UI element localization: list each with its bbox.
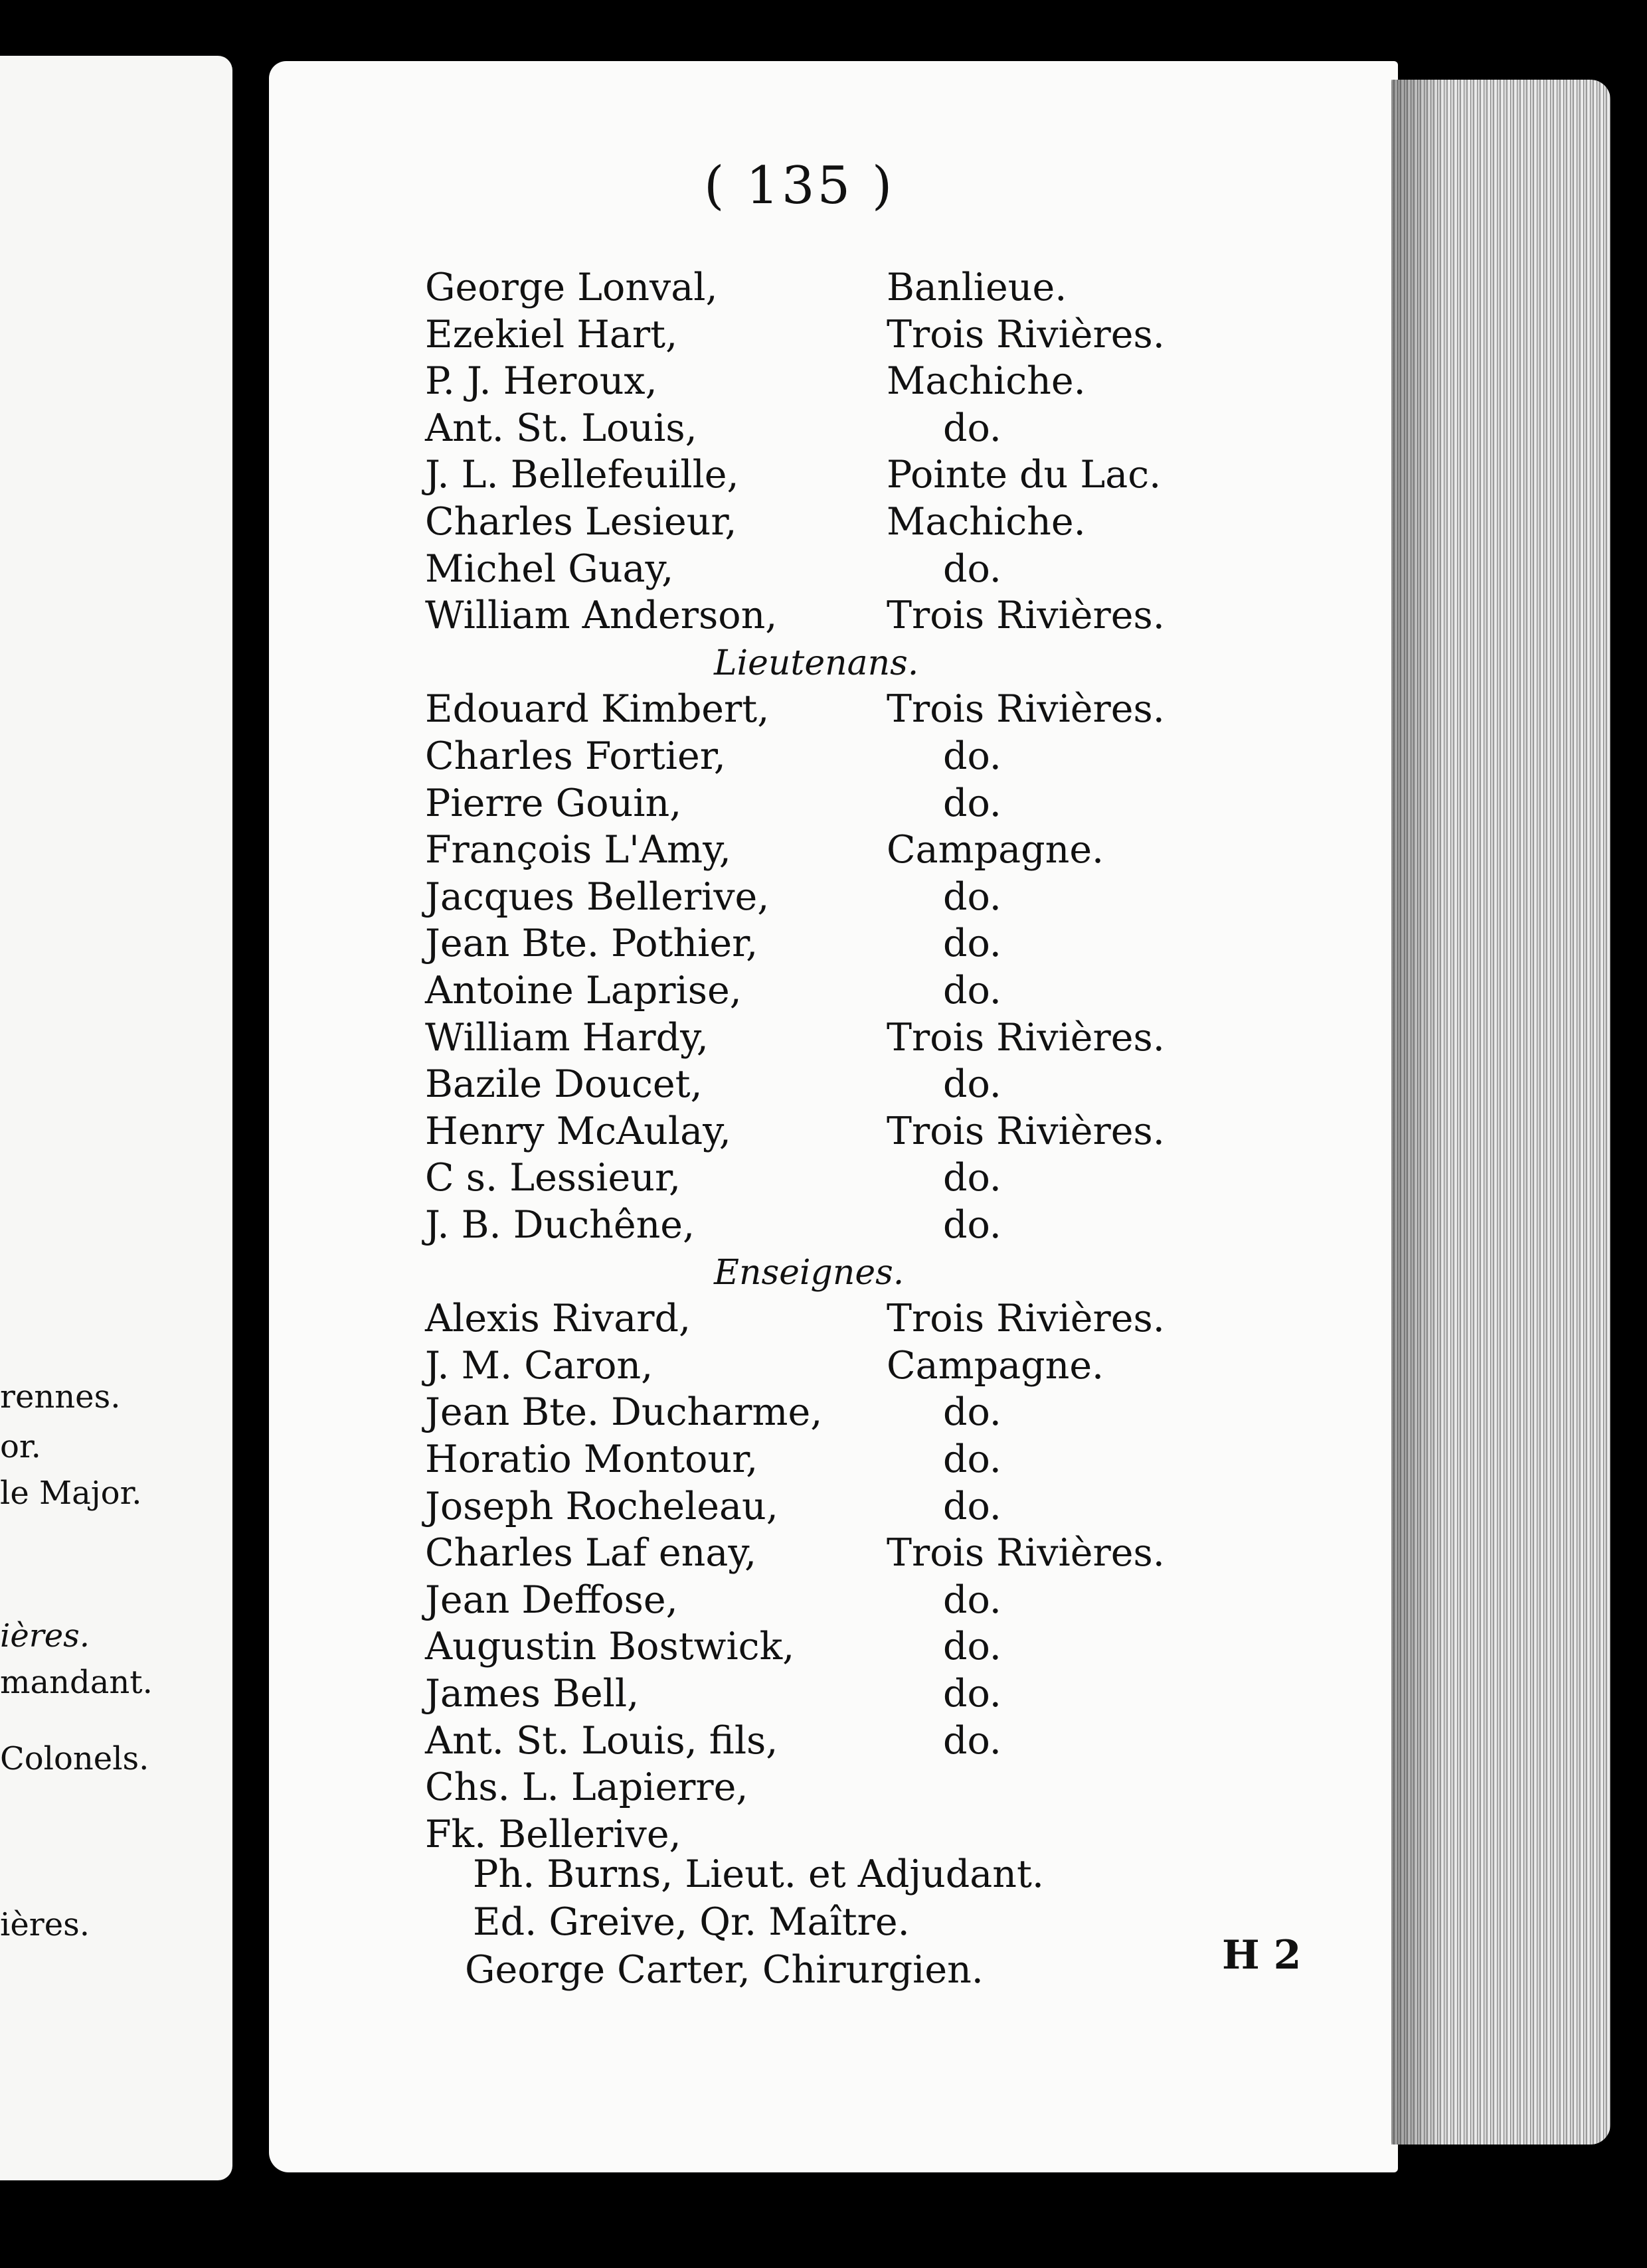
officer-location: do. [943, 1484, 1001, 1528]
officer-location: Machiche. [887, 359, 1086, 404]
officer-name: George Lonval, [425, 266, 718, 309]
roster-row [425, 359, 1222, 406]
left-fragment: ières. [0, 1906, 90, 1943]
page-edge-shadow [1391, 80, 1444, 2145]
officer-name: J. B. Duchêne, [425, 1203, 695, 1247]
officer-name: Chs. L. Lapierre, [425, 1765, 748, 1810]
roster-row [425, 1344, 1222, 1390]
left-fragment: ières. [0, 1617, 90, 1655]
section-heading: Lieutenans. [714, 643, 919, 683]
roster-row [425, 1109, 1222, 1156]
roster-row [425, 266, 1222, 312]
officer-location: Trois Rivières. [887, 687, 1165, 732]
roster-row [425, 500, 1222, 546]
roster-row [425, 969, 1222, 1015]
officer-location: do. [943, 1578, 1001, 1622]
officer-name: J. L. Bellefeuille, [425, 453, 739, 497]
officer-name: Joseph Rocheleau, [425, 1484, 778, 1528]
officer-location: Machiche. [887, 500, 1086, 544]
roster-row [425, 1485, 1222, 1531]
officer-location: do. [943, 1390, 1001, 1435]
officer-name: Jean Bte. Pothier, [425, 922, 758, 966]
officer-location: do. [943, 1156, 1001, 1200]
roster-row [425, 1719, 1222, 1765]
officer-location: do. [943, 1437, 1001, 1481]
roster-row [425, 1765, 1222, 1812]
officer-name: Charles Laf enay, [425, 1531, 757, 1576]
roster-row [425, 922, 1222, 968]
officer-name: C s. Lessieur, [425, 1156, 681, 1200]
officer-name: William Hardy, [425, 1015, 709, 1060]
staff-entry: George Carter, Chirurgien. [465, 1948, 984, 1992]
officer-name: J. M. Caron, [425, 1343, 653, 1388]
left-fragment: or. [0, 1428, 41, 1465]
officer-name: Bazile Doucet, [425, 1062, 703, 1107]
roster-row [425, 1625, 1222, 1671]
officer-location: do. [943, 1062, 1001, 1107]
roster-row [425, 1531, 1222, 1578]
roster-row [425, 687, 1222, 734]
officer-name: Jean Deffose, [425, 1578, 678, 1622]
roster-row [425, 453, 1222, 499]
officer-name: Edouard Kimbert, [425, 687, 770, 732]
roster-row [425, 1578, 1222, 1625]
officer-location: do. [943, 781, 1001, 825]
officer-name: Ezekiel Hart, [425, 312, 678, 357]
officer-location: do. [943, 406, 1001, 450]
officer-location: Trois Rivières. [887, 594, 1165, 638]
officer-name: Fk. Bellerive, [425, 1812, 681, 1856]
staff-entry: Ed. Greive, Qr. Maître. [473, 1900, 910, 1944]
signature-mark: H 2 [1222, 1932, 1302, 1979]
staff-entry: Ph. Burns, Lieut. et Adjudant. [473, 1852, 1045, 1896]
officer-location: Pointe du Lac. [887, 453, 1162, 497]
roster-row [425, 1390, 1222, 1437]
officer-location: Trois Rivières. [887, 1297, 1165, 1341]
left-fragment: mandant. [0, 1664, 153, 1701]
officer-name: Pierre Gouin, [425, 781, 682, 825]
officer-name: James Bell, [425, 1672, 640, 1716]
officer-location: do. [943, 734, 1001, 778]
roster-row [425, 734, 1222, 781]
officer-name: François L'Amy, [425, 828, 731, 872]
roster-row [425, 1203, 1222, 1250]
roster-row [425, 1297, 1222, 1343]
roster-row [425, 406, 1222, 453]
officer-location: Trois Rivières. [887, 1531, 1165, 1576]
officer-location: do. [943, 546, 1001, 591]
officer-location: Trois Rivières. [887, 1109, 1165, 1153]
section-heading: Enseignes. [714, 1252, 905, 1293]
officer-location: Banlieue. [887, 266, 1067, 309]
officer-name: Michel Guay, [425, 546, 674, 591]
page-number: ( 135 ) [704, 156, 895, 216]
roster-row [425, 1062, 1222, 1109]
officer-location: Trois Rivières. [887, 312, 1165, 357]
officer-name: Ant. St. Louis, fils, [425, 1718, 778, 1763]
roster-row [425, 1672, 1222, 1718]
officer-name: Charles Fortier, [425, 734, 726, 778]
officer-name: Augustin Bostwick, [425, 1625, 795, 1669]
officer-location: do. [943, 1203, 1001, 1247]
officer-name: Henry McAulay, [425, 1109, 731, 1153]
officer-location: do. [943, 922, 1001, 966]
roster-row [425, 1437, 1222, 1484]
officer-name: Alexis Rivard, [425, 1297, 691, 1341]
officer-location: Trois Rivières. [887, 1015, 1165, 1060]
left-fragment: le Major. [0, 1475, 142, 1512]
roster-row [425, 875, 1222, 922]
officer-location: Campagne. [887, 828, 1104, 872]
roster-row [425, 781, 1222, 828]
officer-location: do. [943, 874, 1001, 919]
roster-row [425, 828, 1222, 874]
officer-name: Horatio Montour, [425, 1437, 758, 1481]
roster-row [425, 594, 1222, 640]
officer-name: Jacques Bellerive, [425, 874, 770, 919]
officer-name: William Anderson, [425, 594, 778, 638]
left-facing-page [0, 56, 232, 2180]
officer-location: do. [943, 1625, 1001, 1669]
officer-location: do. [943, 1718, 1001, 1763]
officer-location: do. [943, 969, 1001, 1012]
roster-row [425, 313, 1222, 359]
officer-name: Antoine Laprise, [425, 969, 742, 1012]
officer-location: Campagne. [887, 1343, 1104, 1388]
officer-name: Ant. St. Louis, [425, 406, 697, 450]
roster-row [425, 1156, 1222, 1202]
roster-row [425, 547, 1222, 594]
officer-name: Charles Lesieur, [425, 500, 737, 544]
left-fragment: Colonels. [0, 1740, 149, 1777]
left-fragment: rennes. [0, 1378, 121, 1416]
roster-row [425, 1016, 1222, 1062]
officer-location: do. [943, 1672, 1001, 1716]
officer-name: P. J. Heroux, [425, 359, 657, 404]
officer-name: Jean Bte. Ducharme, [425, 1390, 823, 1435]
